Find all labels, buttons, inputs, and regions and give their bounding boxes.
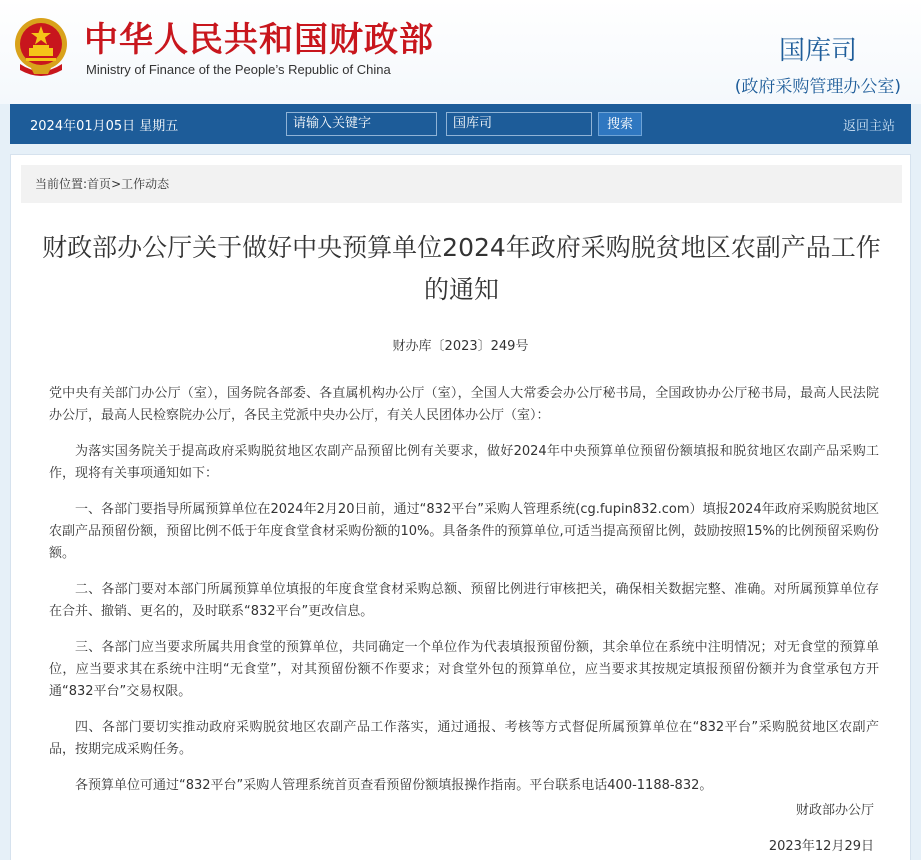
article-paragraph: 二、各部门要对本部门所属预算单位填报的年度食堂食材采购总额、预留比例进行审核把关，确保相关数据完整、准确。对所属预算单位存在合并、撤销、更名的，及时联系“832平台”更改信息。 [49, 582, 879, 619]
article-date: 2023年12月29日 [768, 839, 874, 854]
nav-bar [10, 104, 911, 144]
breadcrumb-section-link[interactable]: 工作动态 [121, 177, 170, 191]
article-paragraph: 一、各部门要指导所属预算单位在2024年2月20日前，通过“832平台”采购人管理系统(cg.fupin832.com）填报2024年政府采购脱贫地区农副产品预留份额，预留比例不低于年度食堂食材采购份额的10%。具备条件的预算单位,可适当提高预留比例，鼓励按照15%的比例预留采购份额。 [49, 502, 879, 561]
article-paragraph: 四、各部门要切实推动政府采购脱贫地区农副产品工作落实，通过通报、考核等方式督促所属预算单位在“832平台”采购脱贫地区农副产品，按期完成采购任务。 [49, 720, 879, 757]
breadcrumb-separator: > [111, 177, 122, 191]
breadcrumb [21, 165, 902, 203]
site-header [0, 0, 921, 104]
article-paragraph: 各预算单位可通过“832平台”采购人管理系统首页查看预留份额填报操作指南。平台联系电话400-1188-832。 [75, 778, 713, 793]
current-date: 2024年01月05日 星期五 [30, 119, 179, 134]
national-emblem-icon[interactable] [12, 16, 70, 80]
article-paragraph: 三、各部门应当要求所属共用食堂的预算单位，共同确定一个单位作为代表填报预留份额，其余单位在系统中注明情况；对无食堂的预算单位，应当要求其在系统中注明“无食堂”，对其预留份额不作要求；对食堂外包的预算单位，应当要求其按规定填报预留份额并为食堂承包方开通“832平台”交易权限。 [49, 640, 879, 699]
return-home-link[interactable]: 返回主站 [842, 119, 895, 134]
breadcrumb-prefix: 当前位置: [35, 177, 88, 191]
main-content [10, 154, 911, 860]
breadcrumb-home-link[interactable]: 首页 [87, 177, 112, 191]
ministry-name-cn[interactable]: 中华人民共和国财政部 [84, 20, 434, 60]
ministry-name-en: Ministry of Finance of the People’s Republic of China [86, 62, 391, 77]
document-number: 财办库〔2023〕249号 [392, 339, 529, 354]
article-body [49, 383, 879, 811]
article-paragraph-addressees: 党中央有关部门办公厅（室），国务院各部委、各直属机构办公厅（室），全国人大常委会办公厅秘书局，全国政协办公厅秘书局，最高人民法院办公厅，最高人民检察院办公厅，各民主党派中央办公厅，有关人民团体办公厅（室）： [49, 386, 879, 423]
department-subtitle: (政府采购管理办公室) [734, 77, 901, 97]
search-scope-select[interactable]: 国库司 [446, 112, 592, 136]
search-input[interactable]: 请输入关键字 [286, 112, 437, 136]
department-title: 国库司 [778, 36, 857, 66]
article-signer: 财政部办公厅 [795, 803, 874, 818]
search-button[interactable]: 搜索 [598, 112, 642, 136]
article-paragraph: 为落实国务院关于提高政府采购脱贫地区农副产品预留比例有关要求，做好2024年中央预算单位预留份额填报和脱贫地区农副产品采购工作，现将有关事项通知如下： [49, 444, 879, 481]
article-title: 财政部办公厅关于做好中央预算单位2024年政府采购脱贫地区农副产品工作的通知 [42, 233, 881, 304]
